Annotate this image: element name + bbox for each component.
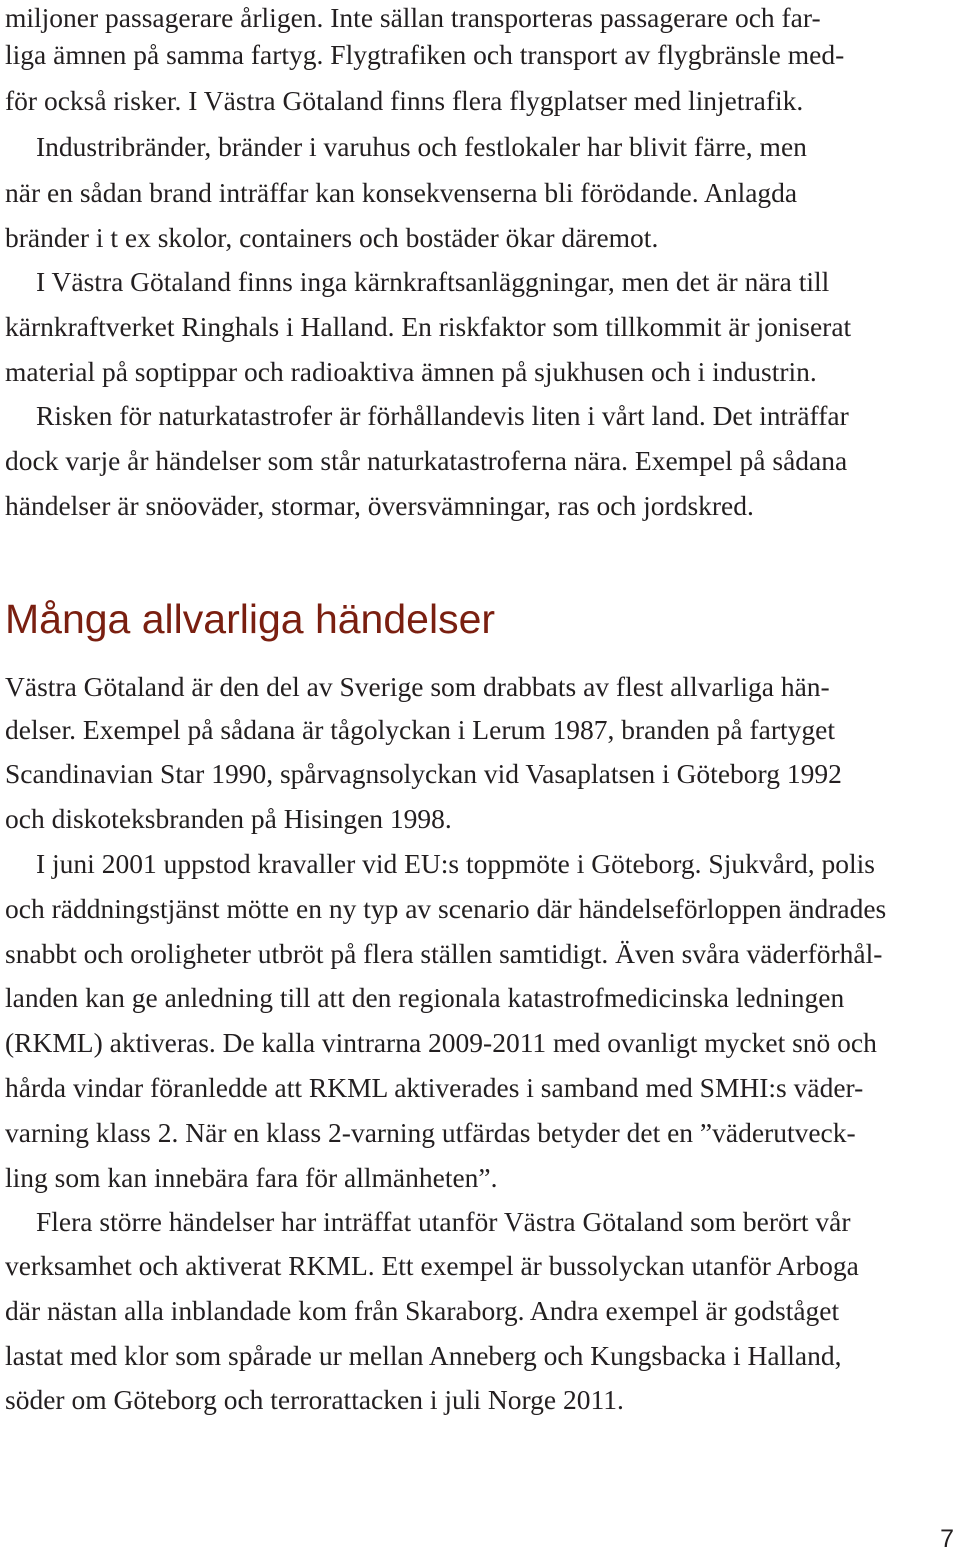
text-line: Risken för naturkatastrofer är förhållandevis liten i vårt land. Det inträffar [36, 400, 849, 431]
text-line: I Västra Götaland finns inga kärnkraftsanläggningar, men det är nära till [36, 266, 830, 297]
text-line: material på soptippar och radioaktiva ämnen på sjukhusen och i industrin. [5, 356, 817, 387]
text-line: kärnkraftverket Ringhals i Halland. En riskfaktor som tillkommit är joniserat [5, 311, 852, 342]
text-line: Västra Götaland är den del av Sverige som drabbats av flest allvarliga hän- [5, 671, 830, 702]
text-line: liga ämnen på samma fartyg. Flygtrafiken och transport av flygbränsle med- [5, 39, 845, 70]
text-line: när en sådan brand inträffar kan konsekvenserna bli förödande. Anlagda [5, 177, 798, 208]
text-line: snabbt och oroligheter utbröt på flera ställen samtidigt. Även svåra väderförhål- [5, 938, 883, 969]
text-line: händelser är snöoväder, stormar, översvämningar, ras och jordskred. [5, 490, 754, 521]
text-line: landen kan ge anledning till att den regionala katastrofmedicinska ledningen [5, 982, 845, 1013]
text-line: Industribränder, bränder i varuhus och festlokaler har blivit färre, men [36, 131, 807, 162]
text-line: där nästan alla inblandade kom från Skaraborg. Andra exempel är godståget [5, 1295, 840, 1326]
text-line: miljoner passagerare årligen. Inte sällan transporteras passagerare och far- [5, 2, 821, 33]
text-line: söder om Göteborg och terrorattacken i juli Norge 2011. [5, 1384, 624, 1415]
text-line: och räddningstjänst mötte en ny typ av scenario där händelseförloppen ändrades [5, 893, 887, 924]
text-line: bränder i t ex skolor, containers och bostäder ökar däremot. [5, 222, 659, 253]
text-line: verksamhet och aktiverat RKML. Ett exempel är bussolyckan utanför Arboga [5, 1250, 859, 1281]
text-line: Flera större händelser har inträffat utanför Västra Götaland som berört vår [36, 1206, 851, 1237]
text-line: och diskoteksbranden på Hisingen 1998. [5, 803, 452, 834]
text-line: hårda vindar föranledde att RKML aktiverades i samband med SMHI:s väder- [5, 1072, 864, 1103]
text-line: I juni 2001 uppstod kravaller vid EU:s toppmöte i Göteborg. Sjukvård, polis [36, 848, 875, 879]
text-line: ling som kan innebära fara för allmänheten”. [5, 1162, 498, 1193]
text-line: lastat med klor som spårade ur mellan Anneberg och Kungsbacka i Halland, [5, 1340, 842, 1371]
text-line: delser. Exempel på sådana är tågolyckan i Lerum 1987, branden på fartyget [5, 714, 836, 745]
page-number: 7 [940, 1525, 954, 1553]
text-line: för också risker. I Västra Götaland finns flera flygplatser med linjetrafik. [5, 85, 804, 116]
section-heading: Många allvarliga händelser [5, 596, 496, 642]
text-line: (RKML) aktiveras. De kalla vintrarna 2009-2011 med ovanligt mycket snö och [5, 1027, 877, 1058]
text-line: varning klass 2. När en klass 2-varning utfärdas betyder det en ”väderutveck- [5, 1117, 856, 1148]
text-line: dock varje år händelser som står naturkatastroferna nära. Exempel på sådana [5, 445, 848, 476]
text-line: Scandinavian Star 1990, spårvagnsolyckan vid Vasaplatsen i Göteborg 1992 [5, 758, 842, 789]
